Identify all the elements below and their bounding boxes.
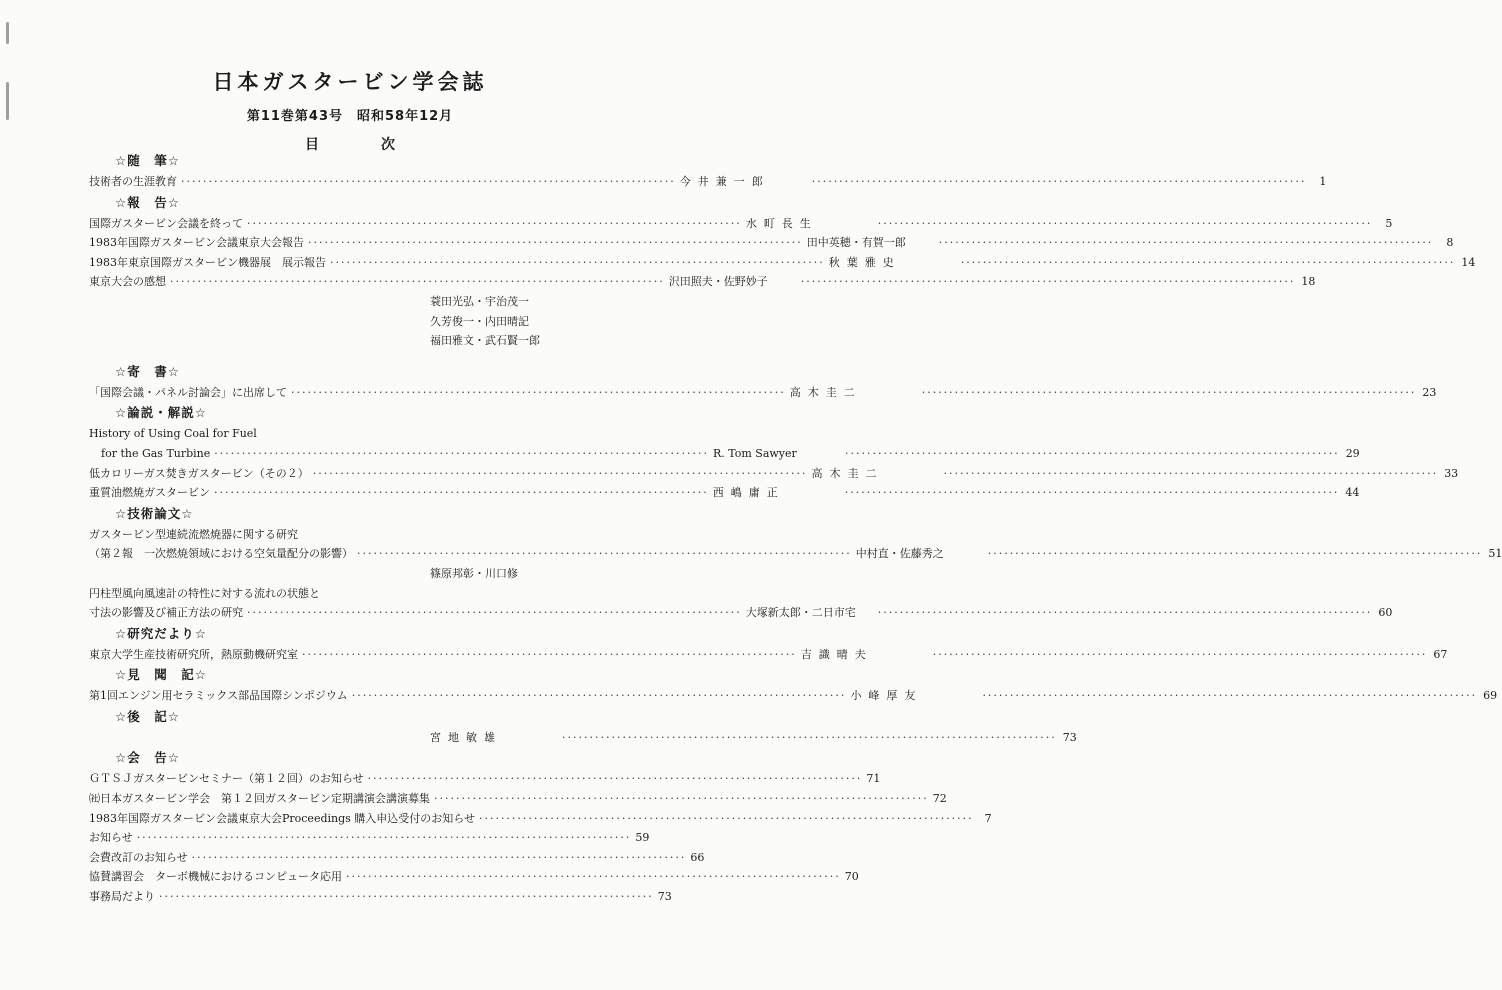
entry-title-area bbox=[89, 603, 746, 623]
toc-entry bbox=[89, 292, 629, 312]
page-number: 60 bbox=[1378, 606, 1393, 620]
page-number: 73 bbox=[657, 890, 672, 904]
entry-title: ガスタービン型連続流燃焼器に関する研究 bbox=[89, 527, 298, 541]
page-area bbox=[961, 253, 1476, 273]
entry-title-area bbox=[89, 214, 746, 234]
entry-author: 西嶋庸正 bbox=[712, 486, 785, 500]
page-number: 29 bbox=[1345, 446, 1360, 460]
page-area bbox=[878, 603, 1393, 623]
dot-leader bbox=[302, 645, 797, 665]
toc-entry bbox=[89, 525, 629, 545]
dot-leader bbox=[181, 172, 676, 192]
entry-author: 水町長生 bbox=[745, 216, 818, 230]
toc-entry bbox=[89, 331, 629, 351]
dot-leader bbox=[313, 464, 808, 484]
toc-entry bbox=[89, 464, 1459, 484]
toc-entry bbox=[89, 645, 1448, 665]
page-area bbox=[922, 383, 1437, 403]
entry-author: 高木圭二 bbox=[789, 385, 862, 399]
entry-title-area bbox=[89, 867, 845, 887]
table-of-contents bbox=[89, 150, 1502, 907]
toc-entry bbox=[89, 769, 881, 789]
entry-author: 福田雅文・武石賢一郎 bbox=[430, 334, 540, 348]
entry-author: R. Tom Sawyer bbox=[712, 446, 797, 460]
dot-leader bbox=[247, 214, 742, 234]
toc-entry bbox=[89, 867, 859, 887]
entry-author: 大塚新太郎・二日市宅 bbox=[745, 606, 856, 620]
entry-title-area bbox=[89, 253, 829, 273]
entry-author: 蓑田光弘・宇治茂一 bbox=[430, 294, 529, 308]
entry-title-area bbox=[89, 789, 933, 809]
section-heading: ☆随 筆☆ bbox=[115, 153, 180, 168]
page-number: 23 bbox=[1422, 385, 1437, 399]
toc-entry bbox=[89, 584, 629, 604]
entry-title-area bbox=[89, 544, 856, 564]
page-area bbox=[878, 214, 1393, 234]
toc-entry bbox=[89, 272, 1316, 292]
scan-artifact bbox=[6, 22, 9, 44]
issue-info: 第11巻第43号 昭和58年12月 bbox=[246, 109, 454, 124]
entry-title: ㈳日本ガスタービン学会 第１２回ガスタービン定期講演会講演募集 bbox=[89, 792, 430, 806]
page-number: 33 bbox=[1444, 466, 1459, 480]
entry-author: 秋葉雅史 bbox=[828, 255, 901, 269]
toc-entry bbox=[89, 383, 1437, 403]
entry-title: 寸法の影響及び補正方法の研究 bbox=[89, 606, 243, 620]
page-number: 69 bbox=[1483, 689, 1498, 703]
dot-leader bbox=[943, 464, 1438, 484]
entry-title: 1983年国際ガスタービン会議東京大会報告 bbox=[89, 236, 304, 250]
dot-leader bbox=[479, 809, 974, 829]
dot-leader bbox=[878, 214, 1373, 234]
entry-title: 事務局だより bbox=[89, 890, 155, 904]
dot-leader bbox=[291, 383, 786, 403]
entry-title: 第1回エンジン用セラミックス部品国際シンポジウム bbox=[89, 689, 348, 703]
dot-leader bbox=[214, 483, 709, 503]
toc-entry bbox=[89, 312, 629, 332]
entry-title: （第２報 一次燃焼領域における空気量配分の影響） bbox=[89, 547, 353, 561]
entry-title: 協賛講習会 ターボ機械におけるコンピュータ応用 bbox=[89, 870, 342, 884]
dot-leader bbox=[170, 272, 665, 292]
entry-title: 東京大学生産技術研究所，熱原動機研究室 bbox=[89, 647, 298, 661]
page-area bbox=[845, 444, 1360, 464]
toc-entry bbox=[89, 809, 992, 829]
dot-leader bbox=[562, 728, 1057, 748]
page-number: 44 bbox=[1345, 486, 1360, 500]
entry-title: 1983年国際ガスタービン会議東京大会Proceedings 購入申込受付のお知らせ bbox=[89, 811, 475, 825]
entry-title: ＧＴＳＪガスタービンセミナー（第１２回）のお知らせ bbox=[89, 772, 364, 786]
entry-title: 東京大会の感想 bbox=[89, 275, 166, 289]
section-heading: ☆技術論文☆ bbox=[115, 505, 194, 521]
section-heading: ☆研究だより☆ bbox=[115, 625, 207, 641]
entry-title: 重質油燃焼ガスタービン bbox=[89, 486, 210, 500]
entry-title: for the Gas Turbine bbox=[101, 446, 211, 460]
entry-title-area bbox=[89, 887, 658, 907]
dot-leader bbox=[922, 383, 1417, 403]
entry-title: 1983年東京国際ガスタービン機器展 展示報告 bbox=[89, 255, 326, 269]
dot-leader bbox=[933, 645, 1428, 665]
dot-leader bbox=[368, 769, 863, 789]
dot-leader bbox=[812, 172, 1307, 192]
toc-entry bbox=[89, 728, 1077, 748]
entry-title-area bbox=[89, 172, 680, 192]
entry-title-area bbox=[89, 525, 430, 545]
toc-entry bbox=[89, 686, 1498, 706]
toc-entry bbox=[89, 444, 1360, 464]
entry-author: 高木圭二 bbox=[811, 466, 884, 480]
toc-entry bbox=[89, 424, 629, 444]
entry-author: 小峰厚友 bbox=[850, 689, 923, 703]
dot-leader bbox=[434, 789, 929, 809]
spacer bbox=[89, 351, 629, 361]
entry-title: 会費改訂のお知らせ bbox=[89, 850, 188, 864]
dot-leader bbox=[330, 253, 825, 273]
entry-title-area bbox=[89, 444, 713, 464]
toc-entry bbox=[89, 887, 672, 907]
page-number: 67 bbox=[1433, 647, 1448, 661]
page-number: 7 bbox=[984, 811, 992, 825]
page-area bbox=[988, 544, 1502, 564]
entry-title-area bbox=[89, 464, 811, 484]
entry-author: 田中英穂・有賀一郎 bbox=[806, 236, 906, 250]
entry-title-area bbox=[89, 383, 790, 403]
page-number: 8 bbox=[1446, 236, 1454, 250]
toc-entry bbox=[89, 483, 1360, 503]
section-heading: ☆会 告☆ bbox=[115, 750, 180, 766]
dot-leader bbox=[352, 686, 847, 706]
page-number: 70 bbox=[844, 870, 859, 884]
page-area bbox=[562, 728, 1077, 748]
page-number: 5 bbox=[1385, 216, 1393, 230]
entry-title-area bbox=[89, 584, 430, 604]
toc-entry bbox=[89, 214, 1393, 234]
dot-leader bbox=[247, 603, 742, 623]
page-area bbox=[982, 686, 1497, 706]
dot-leader bbox=[159, 887, 654, 907]
toc-entry bbox=[89, 848, 705, 868]
entry-title: History of Using Coal for Fuel bbox=[89, 427, 257, 441]
section-heading: ☆寄 書☆ bbox=[115, 363, 180, 379]
entry-title-area bbox=[89, 483, 713, 503]
dot-leader bbox=[192, 848, 687, 868]
page-number: 66 bbox=[690, 850, 705, 864]
toc-entry bbox=[89, 172, 1327, 192]
dot-leader bbox=[961, 253, 1456, 273]
section-heading: ☆後 記☆ bbox=[115, 708, 180, 724]
entry-title: 国際ガスタービン会議を終って bbox=[89, 216, 243, 230]
page-area bbox=[933, 645, 1448, 665]
dot-leader bbox=[939, 233, 1434, 253]
page-header bbox=[0, 66, 700, 154]
entry-title: 技術者の生涯教育 bbox=[89, 175, 177, 188]
entry-title-area bbox=[89, 424, 430, 444]
contents-heading: 目次 bbox=[305, 137, 457, 153]
entry-title: 円柱型風向風速計の特性に対する流れの状態と bbox=[89, 586, 320, 600]
page-number: 71 bbox=[866, 772, 881, 786]
page-number: 1 bbox=[1319, 175, 1327, 188]
page-area bbox=[845, 483, 1360, 503]
page-area bbox=[943, 464, 1458, 484]
page-number: 73 bbox=[1062, 730, 1077, 744]
dot-leader bbox=[878, 603, 1373, 623]
page-area bbox=[939, 233, 1454, 253]
toc-entry bbox=[89, 564, 629, 584]
entry-title: お知らせ bbox=[89, 831, 133, 845]
dot-leader bbox=[982, 686, 1477, 706]
entry-title-area bbox=[89, 848, 690, 868]
dot-leader bbox=[357, 544, 852, 564]
entry-author: 吉識晴夫 bbox=[800, 647, 873, 661]
entry-title: 「国際会議・パネル討論会」に出席して bbox=[89, 385, 287, 399]
dot-leader bbox=[308, 233, 803, 253]
toc-entry bbox=[89, 253, 1476, 273]
dot-leader bbox=[845, 483, 1340, 503]
entry-title-area bbox=[89, 645, 801, 665]
entry-author: 久芳俊一・内田晴記 bbox=[430, 314, 529, 328]
toc-entry bbox=[89, 544, 1502, 564]
toc-entry bbox=[89, 828, 650, 848]
entry-author: 中村直・佐藤秀之 bbox=[855, 547, 944, 561]
page-area bbox=[812, 172, 1327, 192]
entry-title-area bbox=[89, 233, 807, 253]
entry-title-area bbox=[89, 809, 978, 829]
toc-entry bbox=[89, 233, 1454, 253]
entry-title-area bbox=[89, 686, 850, 706]
section-heading: ☆見 聞 記☆ bbox=[115, 667, 207, 683]
page-number: 72 bbox=[932, 792, 947, 806]
dot-leader bbox=[988, 544, 1483, 564]
dot-leader bbox=[845, 444, 1340, 464]
section-heading: ☆報 告☆ bbox=[115, 194, 180, 210]
page-number: 59 bbox=[635, 831, 650, 845]
entry-title-area bbox=[89, 769, 866, 789]
entry-author: 今井兼一郎 bbox=[679, 175, 770, 188]
entry-title: 低カロリーガス焚きガスタービン（その２） bbox=[89, 466, 309, 480]
toc-entry bbox=[89, 789, 947, 809]
dot-leader bbox=[214, 444, 709, 464]
entry-title-area bbox=[89, 272, 669, 292]
entry-author: 篠原邦彰・川口修 bbox=[430, 566, 518, 580]
entry-title-area bbox=[89, 828, 635, 848]
page-number: 14 bbox=[1461, 255, 1476, 269]
entry-author: 沢田照夫・佐野妙子 bbox=[668, 275, 768, 289]
page-number: 18 bbox=[1301, 275, 1316, 289]
page-area bbox=[801, 272, 1316, 292]
section-heading: ☆論説・解説☆ bbox=[115, 405, 207, 421]
dot-leader bbox=[801, 272, 1296, 292]
dot-leader bbox=[346, 867, 841, 887]
journal-title: 日本ガスタービン学会誌 bbox=[212, 70, 488, 94]
page-number: 51 bbox=[1488, 547, 1502, 561]
dot-leader bbox=[137, 828, 632, 848]
entry-author: 宮地敏雄 bbox=[430, 730, 502, 744]
toc-entry bbox=[89, 603, 1393, 623]
